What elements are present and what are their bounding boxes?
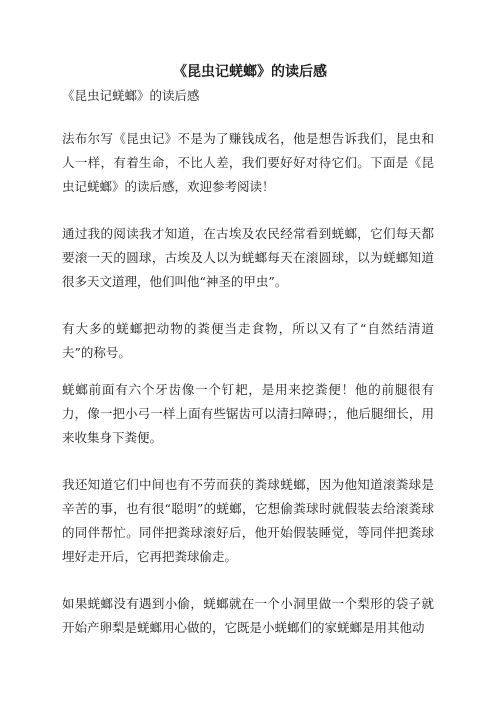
paragraph-thief-beetles: 我还知道它们中间也有不劳而获的粪球蜣螂，因为他知道滚粪球是辛苦的事，也有很“聪明”的蜣螂，它想偷粪球时就假装去给滚粪球的同伴帮忙。同伴把粪球滚好后，他开始假装睡觉，等同伴把粪球埋好走开后，它再把粪球偷走。	[62, 477, 434, 564]
paragraph-scavenger: 有大多的蜣螂把动物的粪便当走食物，所以又有了“自然结清道夫”的称号。	[62, 321, 434, 360]
paragraph-ancient-egypt: 通过我的阅读我才知道，在古埃及农民经常看到蜣螂，它们每天都要滚一天的圆球，古埃及人以为蜣螂每天在滚圆球，以为蜣螂知道很多天文道理，他们叫他“神圣的甲虫”。	[62, 226, 434, 289]
paragraph-intro: 法布尔写《昆虫记》不是为了赚钱成名，他是想告诉我们，昆虫和人一样，有着生命，不比人差，我们要好好对待它们。下面是《昆虫记蜣螂》的读后感，欢迎参考阅读！	[62, 131, 434, 194]
document-title: 《昆虫记蜣螂》的读后感	[173, 64, 327, 80]
document-subtitle: 《昆虫记蜣螂》的读后感	[62, 88, 200, 103]
paragraph-egg-laying: 如果蜣螂没有遇到小偷，蜣螂就在一个小洞里做一个梨形的袋子就开始产卵梨是蜣螂用心做的，它既是小蜣螂们的家蜣螂是用其他动	[62, 596, 434, 635]
paragraph-anatomy: 蜣螂前面有六个牙齿像一个钉耙，是用来挖粪便！他的前腿很有力，像一把小弓一样上面有些锯齿可以清扫障碍；，他后腿细长，用来收集身下粪便。	[62, 382, 434, 445]
